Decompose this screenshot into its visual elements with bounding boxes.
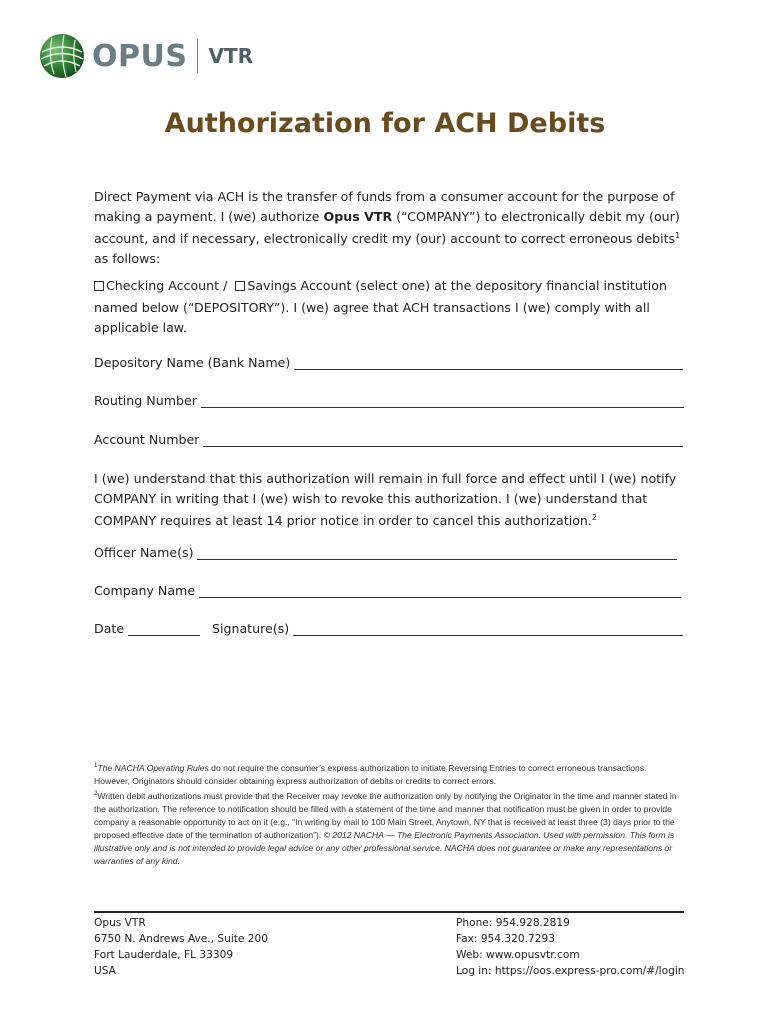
savings-label: Savings Account (select one) at the depository financial institution <box>247 278 667 293</box>
checking-label: Checking Account / <box>106 278 228 293</box>
signature-input-line[interactable] <box>293 621 683 636</box>
routing-number-label: Routing Number <box>94 393 197 408</box>
intro-text-1: Direct Payment via ACH is the transfer of funds from a consumer account for the purpose of making a payment. I (we) authorize <box>94 189 675 224</box>
routing-number-input-line[interactable] <box>201 393 684 408</box>
account-number-field <box>94 432 683 447</box>
savings-checkbox[interactable] <box>235 281 245 291</box>
officer-name-input-line[interactable] <box>197 545 677 560</box>
date-input-line[interactable] <box>128 621 200 636</box>
footer-city: Fort Lauderdale, FL 33309 <box>94 949 234 961</box>
checking-checkbox[interactable] <box>94 281 104 291</box>
footer-fax: Fax: 954.320.7293 <box>456 933 555 945</box>
account-type-line <box>94 276 694 296</box>
signature-field <box>212 621 683 636</box>
depository-name-field <box>94 355 683 370</box>
logo-divider <box>197 39 198 73</box>
intro-text-3: as follows: <box>94 250 161 266</box>
logo <box>38 30 253 82</box>
depository-agreement-text: named below (“DEPOSITORY”). I (we) agree that ACH transactions I (we) comply with all applicable law. <box>94 300 650 335</box>
page-title: Authorization for ACH Debits <box>164 108 606 139</box>
footer-phone: Phone: 954.928.2819 <box>456 917 570 929</box>
routing-number-field <box>94 393 684 408</box>
intro-text-2: (“COMPANY”) to electronically debit my (our) account, and if necessary, electronically credit my (our) account to correct erroneous debits <box>94 208 680 247</box>
depository-name-input-line[interactable] <box>294 355 683 370</box>
footer-country: USA <box>94 965 116 977</box>
officer-name-field <box>94 545 677 560</box>
footnote-ref-1: 1 <box>675 231 681 240</box>
nacha-rules-italic: The NACHA Operating Rules <box>97 762 209 773</box>
date-field <box>94 621 200 636</box>
revocation-paragraph <box>94 469 694 531</box>
globe-logo-icon <box>38 32 86 80</box>
account-number-input-line[interactable] <box>203 432 683 447</box>
logo-brand: OPUS <box>92 38 188 74</box>
footer-login-link[interactable]: Log in: https://oos.express-pro.com/#/login <box>456 965 685 977</box>
company-name-label: Company Name <box>94 583 196 598</box>
footnote-1-marker: 1 <box>94 763 98 769</box>
footer-contact <box>456 915 685 979</box>
footer-divider <box>94 911 684 913</box>
footnotes <box>94 760 682 868</box>
company-name-bold: Opus VTR <box>323 208 393 224</box>
footer-address <box>94 915 268 979</box>
company-name-field <box>94 583 681 598</box>
footnote-1-text: do not require the consumer’s express authorization to initiate Reversing Entries to correct erroneous transactions. However, Originators should consider obtaining express authorization of debits or credits to correct errors. <box>94 762 647 786</box>
depository-name-label: Depository Name (Bank Name) <box>94 355 291 370</box>
footer-street: 6750 N. Andrews Ave., Suite 200 <box>94 933 269 945</box>
officer-name-label: Officer Name(s) <box>94 545 194 560</box>
signature-label: Signature(s) <box>212 621 290 636</box>
revocation-text: I (we) understand that this authorization will remain in full force and effect until I (we) notify COMPANY in writing that I (we) wish to revoke this authorization. I (we) understand that COMPANY requires at least 14 prior notice in order to cancel this authorization. <box>94 471 677 529</box>
footnote-2-marker: 2 <box>94 791 98 798</box>
footnote-2-text: Written debit authorizations must provide that the Receiver may revoke the authorization only by notifying the Originator in the time and manner stated in the authorization. The reference to notification should be filled with a statement of the time and manner that notification must be given in order to provide company a reasonable opportunity to act on it (e.g., “In writing by mail to 100 Main Street, Anytown, NY that is received at least three (3) days prior to the proposed effective date of the termination of authorization”). <box>94 790 677 841</box>
account-number-label: Account Number <box>94 432 200 447</box>
footer-web-link[interactable]: Web: www.opusvtr.com <box>456 949 580 961</box>
footnote-ref-2: 2 <box>591 513 597 522</box>
intro-paragraph <box>94 187 694 268</box>
copyright-notice: © 2012 NACHA — The Electronic Payments Association. Used with permission. This form is illustrative only and is not intended to provide legal advice or any other professional service. NACHA does not guarantee or make any representations or warranties of any kind. <box>94 830 675 867</box>
logo-product: VTR <box>208 44 253 68</box>
footer-company: Opus VTR <box>94 917 146 929</box>
date-label: Date <box>94 621 125 636</box>
company-name-input-line[interactable] <box>199 583 681 598</box>
